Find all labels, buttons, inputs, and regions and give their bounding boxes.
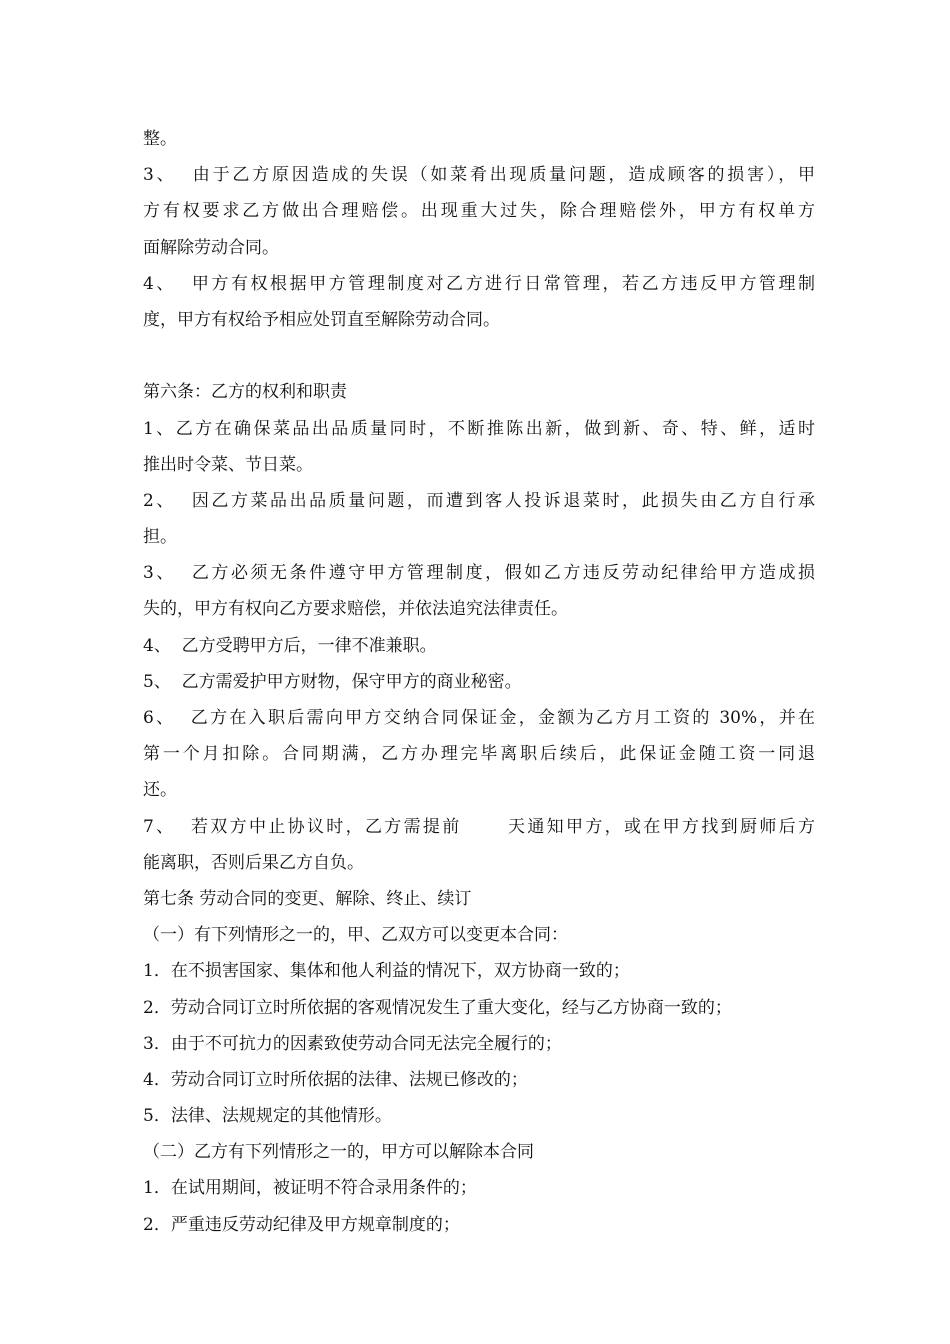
document-body — [143, 121, 815, 1243]
text-line: 3．由于不可抗力的因素致使劳动合同无法完全履行的； — [143, 1033, 562, 1054]
blank-line — [143, 338, 815, 374]
section-heading: 第六条：乙方的权利和职责 — [143, 382, 347, 403]
text-line: 7、 若双方中止协议时，乙方需提前 天通知甲方，或在甲方找到厨师后方 — [143, 816, 815, 837]
text-line: 2、 因乙方菜品出品质量问题，而遭到客人投诉退菜时，此损失由乙方自行承 — [143, 490, 815, 511]
text-line: 3、 由于乙方原因造成的失误（如菜肴出现质量问题，造成顾客的损害），甲 — [143, 165, 815, 186]
text-line: 1．在不损害国家、集体和他人利益的情况下，双方协商一致的； — [143, 961, 630, 982]
text-line: 面解除劳动合同。 — [143, 237, 279, 258]
text-line: 方有权要求乙方做出合理赔偿。出现重大过失，除合理赔偿外，甲方有权单方 — [143, 201, 815, 222]
text-line: 整。 — [143, 129, 177, 149]
subsection-heading: （一）有下列情形之一的，甲、乙双方可以变更本合同： — [143, 925, 568, 946]
text-line: 4．劳动合同订立时所依据的法律、法规已修改的； — [143, 1069, 528, 1090]
subsection-heading: （二）乙方有下列情形之一的，甲方可以解除本合同 — [143, 1142, 534, 1163]
text-line: 6、 乙方在入职后需向甲方交纳合同保证金，金额为乙方月工资的 30%，并在 — [143, 708, 815, 728]
text-line: 5．法律、法规规定的其他情形。 — [143, 1106, 392, 1127]
text-line: 4、 甲方有权根据甲方管理制度对乙方进行日常管理，若乙方违反甲方管理制 — [143, 273, 815, 294]
text-line: 度，甲方有权给予相应处罚直至解除劳动合同。 — [143, 309, 500, 330]
text-line: 4、 乙方受聘甲方后，一律不准兼职。 — [143, 635, 437, 656]
text-line: 还。 — [143, 780, 177, 801]
text-line: 1．在试用期间，被证明不符合录用条件的； — [143, 1178, 477, 1199]
text-line: 1、乙方在确保菜品出品质量同时，不断推陈出新，做到新、奇、特、鲜，适时 — [143, 418, 815, 439]
text-line: 2．劳动合同订立时所依据的客观情况发生了重大变化，经与乙方协商一致的； — [143, 997, 732, 1018]
text-line: 2．严重违反劳动纪律及甲方规章制度的； — [143, 1214, 460, 1235]
text-line: 5、 乙方需爱护甲方财物，保守甲方的商业秘密。 — [143, 671, 522, 692]
section-heading: 第七条 劳动合同的变更、解除、终止、续订 — [143, 888, 472, 909]
text-line: 能离职，否则后果乙方自负。 — [143, 852, 364, 873]
text-line: 推出时令菜、节日菜。 — [143, 454, 313, 475]
text-line: 失的，甲方有权向乙方要求赔偿，并依法追究法律责任。 — [143, 599, 568, 620]
text-line: 3、 乙方必须无条件遵守甲方管理制度，假如乙方违反劳动纪律给甲方造成损 — [143, 563, 815, 584]
text-line: 第一个月扣除。合同期满，乙方办理完毕离职后续后，此保证金随工资一同退 — [143, 744, 815, 765]
text-line: 担。 — [143, 527, 177, 548]
